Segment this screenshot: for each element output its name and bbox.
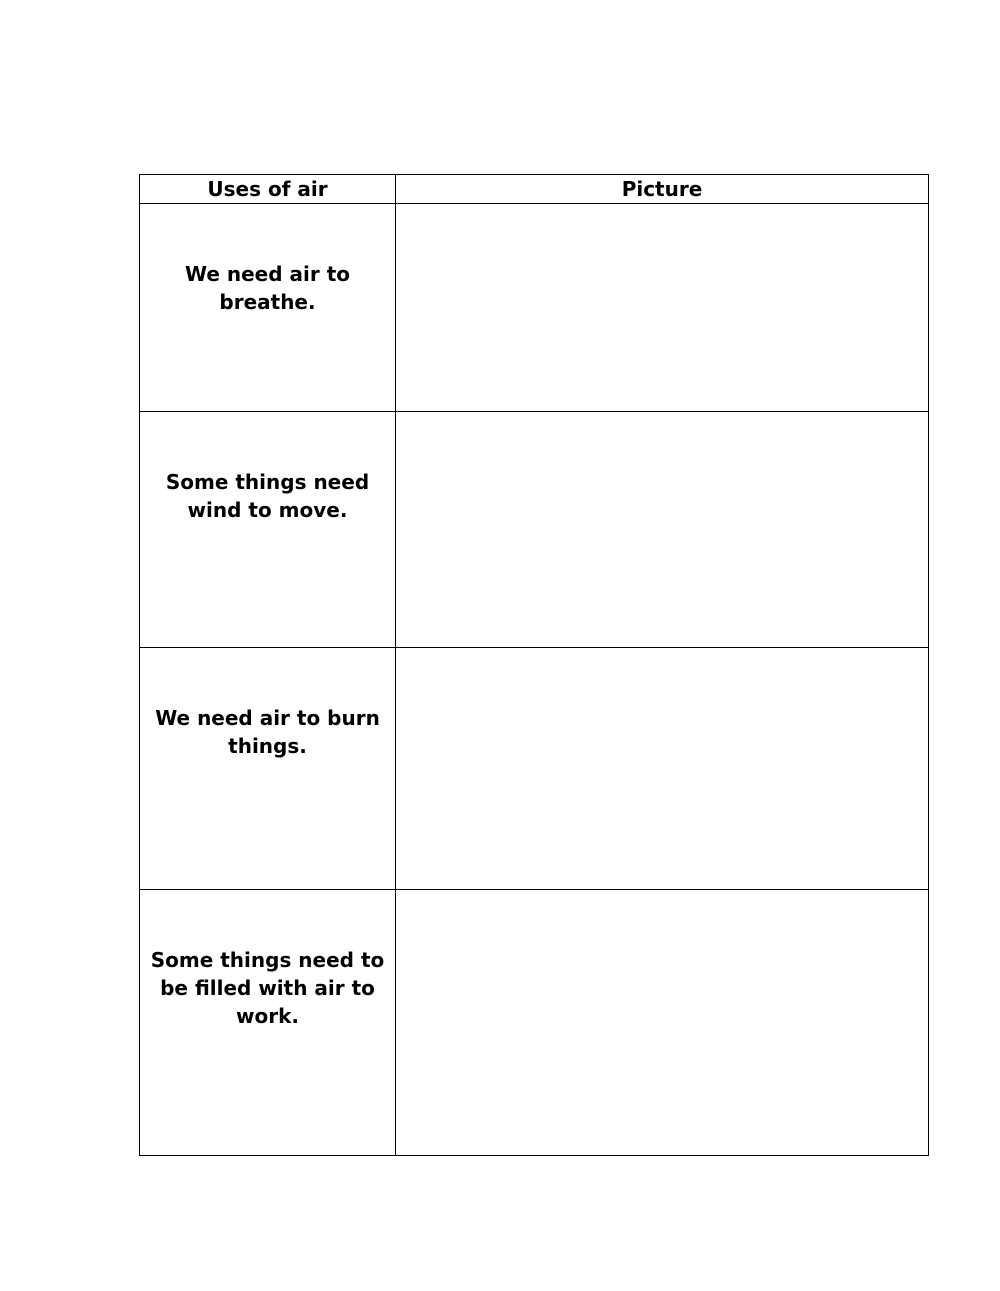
picture-drop-cell[interactable] (396, 204, 929, 412)
use-cell (140, 890, 396, 1156)
header-row (140, 175, 929, 204)
use-text-wind: Some things need wind to move. (165, 470, 370, 522)
header-uses-of-air: Uses of air (140, 175, 396, 204)
uses-of-air-table (139, 174, 929, 1156)
picture-drop-cell[interactable] (396, 890, 929, 1156)
table-row (140, 204, 929, 412)
use-text-filled: Some things need to be filled with air to work. (150, 948, 385, 1028)
header-picture: Picture (396, 175, 929, 204)
picture-drop-cell[interactable] (396, 648, 929, 890)
use-cell (140, 204, 396, 412)
use-cell (140, 648, 396, 890)
picture-drop-cell[interactable] (396, 412, 929, 648)
table-header (140, 175, 929, 204)
use-text-breathe: We need air to breathe. (185, 262, 350, 314)
table-row (140, 412, 929, 648)
table-body (140, 204, 929, 1156)
table-row (140, 890, 929, 1156)
use-cell (140, 412, 396, 648)
use-text-burn: We need air to burn things. (155, 706, 380, 758)
table-row (140, 648, 929, 890)
